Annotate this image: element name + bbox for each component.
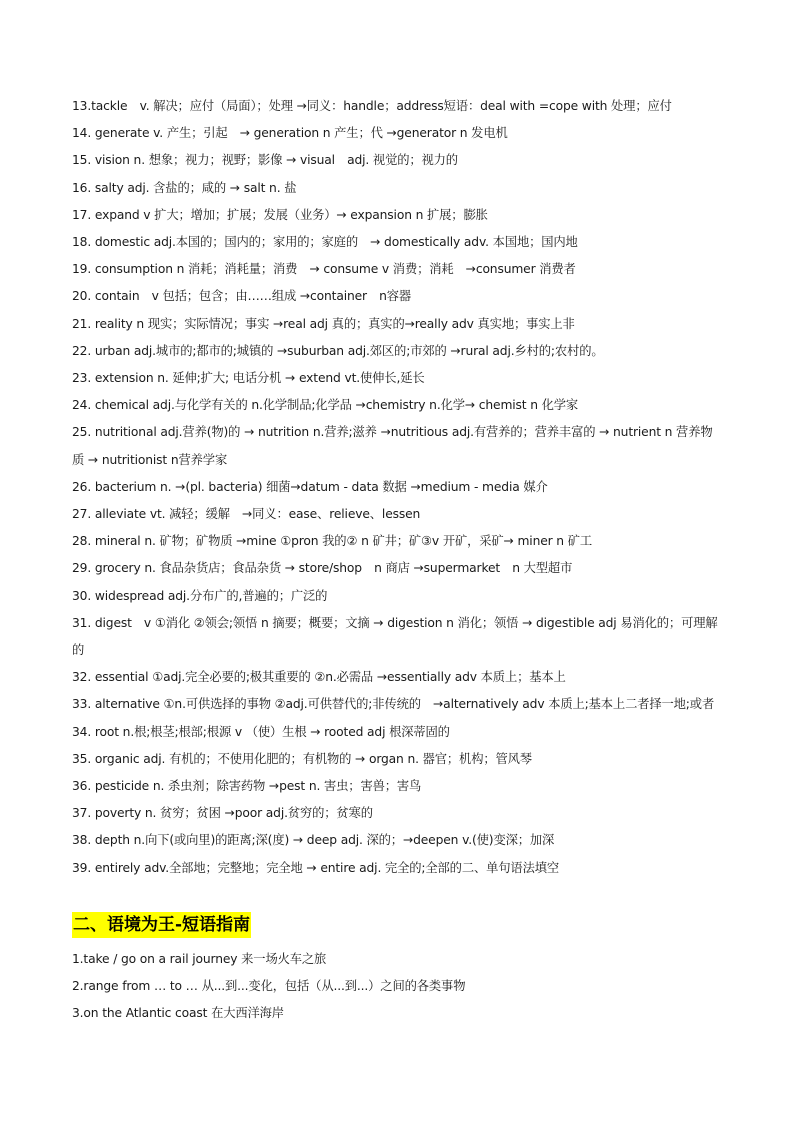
vocab-entry: 32. essential ①adj.完全必要的;极其重要的 ②n.必需品 →essentially adv 本质上；基本上 [72, 670, 566, 685]
vocab-entry: 28. mineral n. 矿物；矿物质 →mine ①pron 我的② n 矿井；矿③v 开矿，采矿→ miner n 矿工 [72, 534, 592, 549]
vocab-entry: 24. chemical adj.与化学有关的 n.化学制品;化学品 →chemistry n.化学→ chemist n 化学家 [72, 398, 579, 413]
vocab-entry: 27. alleviate vt. 减轻；缓解 →同义：ease、relieve、lessen [72, 507, 421, 522]
vocab-entry: 21. reality n 现实；实际情况；事实 →real adj 真的；真实的→really adv 真实地；事实上非 [72, 316, 575, 331]
vocab-entry: 17. expand v 扩大；增加；扩展；发展（业务）→ expansion n 扩展；膨胀 [72, 207, 488, 222]
vocab-entry: 14. generate v. 产生；引起 → generation n 产生；代 →generator n 发电机 [72, 126, 508, 141]
vocab-entry: 25. nutritional adj.营养(物)的 → nutrition n.营养;滋养 →nutritious adj.有营养的；营养丰富的 → nutrient n 营养物质 → nutritionist n营养学家 [72, 425, 713, 467]
vocab-entry: 35. organic adj. 有机的；不使用化肥的；有机物的 → organ n. 器官；机构；管风琴 [72, 751, 532, 766]
vocab-entry: 16. salty adj. 含盐的；咸的 → salt n. 盐 [72, 180, 297, 195]
vocab-entry: 13.tackle v. 解决；应付（局面）；处理 →同义：handle；address短语：deal with =cope with 处理；应付 [72, 99, 672, 113]
vocab-entry: 20. contain v 包括；包含；由……组成 →container n容器 [72, 289, 412, 304]
section-heading: 二、语境为王-短语指南 [72, 912, 251, 938]
vocab-entry: 30. widespread adj.分布广的,普遍的；广泛的 [72, 588, 328, 603]
vocabulary-list [72, 93, 724, 882]
vocab-entry: 26. bacterium n. →(pl. bacteria) 细菌→datum - data 数据 →medium - media 媒介 [72, 479, 548, 494]
phrase-list [72, 946, 724, 1028]
vocab-entry: 23. extension n. 延伸;扩大; 电话分机 → extend vt.使伸长,延长 [72, 371, 425, 386]
vocab-entry: 22. urban adj.城市的;都市的;城镇的 →suburban adj.郊区的;市郊的 →rural adj.乡村的;农村的。 [72, 343, 604, 358]
phrase-entry: 2.range from … to … 从...到...变化，包括（从...到...）之间的各类事物 [72, 979, 466, 994]
phrase-entry: 1.take / go on a rail journey 来一场火车之旅 [72, 952, 327, 966]
vocab-entry: 19. consumption n 消耗；消耗量；消费 → consume v 消费；消耗 →consumer 消费者 [72, 262, 576, 277]
phrase-entry: 3.on the Atlantic coast 在大西洋海岸 [72, 1006, 284, 1021]
vocab-entry: 33. alternative ①n.可供选择的事物 ②adj.可供替代的;非传统的 →alternatively adv 本质上;基本上二者择一地;或者 [72, 697, 715, 712]
vocab-entry: 18. domestic adj.本国的；国内的；家用的；家庭的 → domestically adv. 本国地；国内地 [72, 235, 578, 250]
vocab-entry: 31. digest v ①消化 ②领会;领悟 n 摘要；概要；文摘 → digestion n 消化；领悟 → digestible adj 易消化的；可理解的 [72, 615, 718, 658]
vocab-entry: 39. entirely adv.全部地；完整地；完全地 → entire adj. 完全的;全部的二、单句语法填空 [72, 860, 560, 875]
vocab-entry: 36. pesticide n. 杀虫剂；除害药物 →pest n. 害虫；害兽；害鸟 [72, 779, 422, 794]
vocab-entry: 34. root n.根;根茎;根部;根源 v （使）生根 → rooted adj 根深蒂固的 [72, 724, 450, 739]
vocab-entry: 29. grocery n. 食品杂货店；食品杂货 → store/shop n 商店 →supermarket n 大型超市 [72, 561, 573, 576]
vocab-entry: 15. vision n. 想象；视力；视野；影像 → visual adj. 视觉的；视力的 [72, 153, 458, 168]
vocab-entry: 37. poverty n. 贫穷；贫困 →poor adj.贫穷的；贫寒的 [72, 806, 373, 821]
vocab-entry: 38. depth n.向下(或向里)的距离;深(度) → deep adj. 深的；→deepen v.(使)变深；加深 [72, 833, 555, 848]
